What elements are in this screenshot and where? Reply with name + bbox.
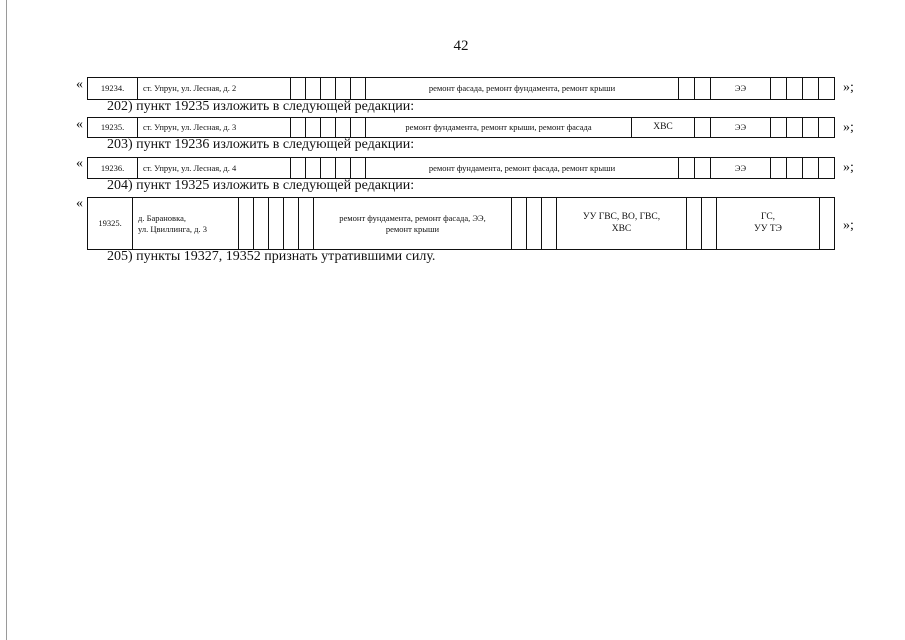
empty-cell — [291, 77, 306, 100]
table-row — [87, 117, 835, 138]
empty-cell — [291, 117, 306, 138]
empty-cell — [351, 117, 366, 138]
empty-cell — [771, 117, 787, 138]
opening-quote: « — [76, 196, 83, 211]
empty-cell — [254, 197, 269, 250]
empty-cell — [336, 157, 351, 179]
address-cell: ст. Упрун, ул. Лесная, д. 2 — [138, 77, 291, 100]
empty-cell — [787, 157, 803, 179]
empty-cell — [306, 117, 321, 138]
empty-cell — [299, 197, 314, 250]
works-cell — [314, 197, 512, 250]
empty-cell — [803, 117, 819, 138]
address-cell: ст. Упрун, ул. Лесная, д. 4 — [138, 157, 291, 179]
paragraph-203: 203) пункт 19236 изложить в следующей редакции: — [107, 137, 415, 152]
paragraph-205: 205) пункты 19327, 19352 признать утратившими силу. — [107, 249, 436, 264]
empty-cell — [819, 117, 835, 138]
table-row — [87, 157, 835, 179]
empty-cell — [321, 117, 336, 138]
address-cell: ст. Упрун, ул. Лесная, д. 3 — [138, 117, 291, 138]
empty-cell — [695, 117, 711, 138]
meters-line: ХВС — [611, 223, 632, 234]
empty-cell — [306, 157, 321, 179]
empty-cell — [527, 197, 542, 250]
empty-cell — [336, 77, 351, 100]
empty-cell — [771, 77, 787, 100]
works-cell: ремонт фундамента, ремонт фасада, ремонт крыши — [366, 157, 679, 179]
closing-quote: »; — [843, 80, 854, 95]
empty-cell — [512, 197, 527, 250]
empty-cell — [771, 157, 787, 179]
code-cell: ЭЭ — [711, 157, 771, 179]
works-cell: ремонт фасада, ремонт фундамента, ремонт крыши — [366, 77, 679, 100]
works-line: ремонт крыши — [385, 223, 440, 234]
closing-quote: »; — [843, 218, 854, 233]
empty-cell — [679, 77, 695, 100]
empty-cell — [239, 197, 254, 250]
opening-quote: « — [76, 117, 83, 132]
empty-cell — [687, 197, 702, 250]
item-number-cell: 19236. — [87, 157, 138, 179]
empty-cell — [695, 157, 711, 179]
code-cell: ХВС — [632, 117, 695, 138]
empty-cell — [336, 117, 351, 138]
table-row — [87, 77, 835, 100]
paragraph-204: 204) пункт 19325 изложить в следующей редакции: — [107, 178, 415, 193]
opening-quote: « — [76, 77, 83, 92]
empty-cell — [702, 197, 717, 250]
paragraph-202: 202) пункт 19235 изложить в следующей редакции: — [107, 99, 415, 114]
works-line: ремонт фундамента, ремонт фасада, ЭЭ, — [339, 213, 486, 224]
empty-cell — [787, 117, 803, 138]
empty-cell — [803, 157, 819, 179]
meters-cell — [557, 197, 687, 250]
empty-cell — [819, 77, 835, 100]
empty-cell — [803, 77, 819, 100]
item-number-cell: 19235. — [87, 117, 138, 138]
empty-cell — [291, 157, 306, 179]
empty-cell — [351, 157, 366, 179]
table-row — [87, 197, 835, 250]
address-line: д. Барановка, — [138, 213, 186, 224]
empty-cell — [695, 77, 711, 100]
empty-cell — [679, 157, 695, 179]
closing-quote: »; — [843, 120, 854, 135]
address-cell — [133, 197, 239, 250]
extra-line: УУ ТЭ — [754, 223, 782, 234]
empty-cell — [819, 157, 835, 179]
code-cell: ЭЭ — [711, 77, 771, 100]
works-cell: ремонт фундамента, ремонт крыши, ремонт фасада — [366, 117, 632, 138]
opening-quote: « — [76, 156, 83, 171]
empty-cell — [321, 77, 336, 100]
empty-cell — [321, 157, 336, 179]
empty-cell — [787, 77, 803, 100]
closing-quote: »; — [843, 160, 854, 175]
extra-cell — [717, 197, 820, 250]
empty-cell — [284, 197, 299, 250]
extra-line: ГС, — [760, 212, 776, 223]
item-number-cell: 19325. — [87, 197, 133, 250]
meters-line: УУ ГВС, ВО, ГВС, — [582, 212, 661, 223]
empty-cell — [306, 77, 321, 100]
page-number: 42 — [453, 38, 469, 54]
empty-cell — [542, 197, 557, 250]
empty-cell — [351, 77, 366, 100]
address-line: ул. Цвиллинга, д. 3 — [138, 223, 207, 234]
page-left-edge-line — [6, 0, 7, 640]
empty-cell — [269, 197, 284, 250]
item-number-cell: 19234. — [87, 77, 138, 100]
empty-cell — [820, 197, 835, 250]
code-cell: ЭЭ — [711, 117, 771, 138]
